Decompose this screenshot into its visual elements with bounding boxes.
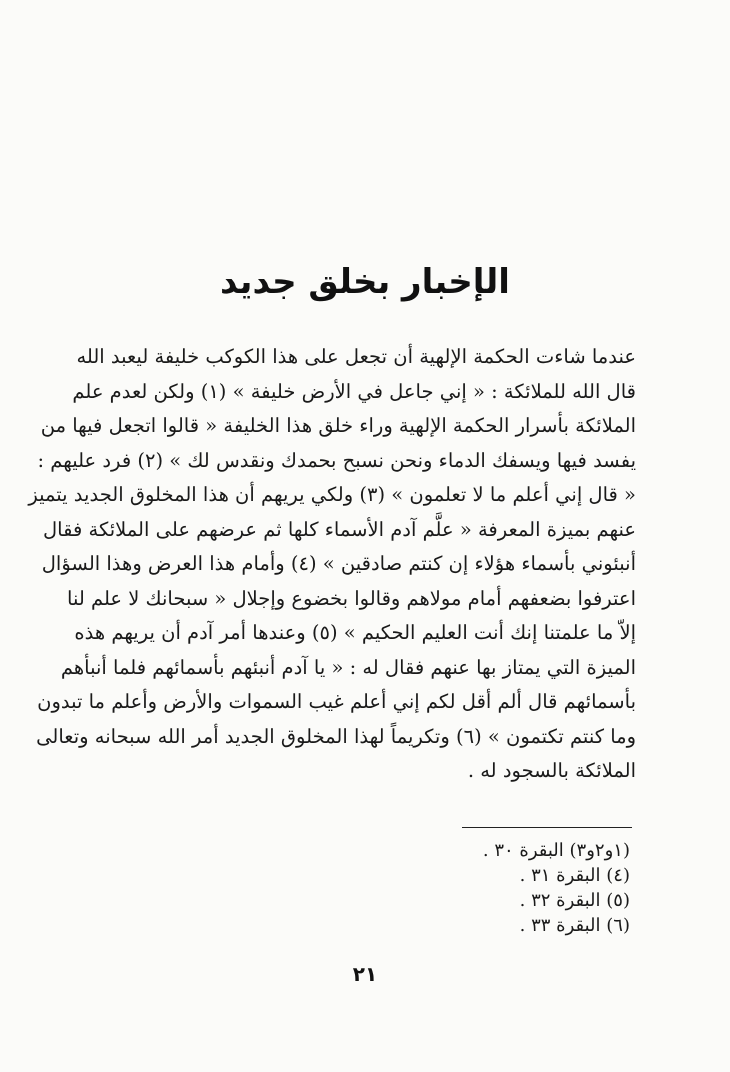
paragraph-line: الملائكة بالسجود له . [467, 759, 636, 782]
footnote-item: (٤) البقرة ٣١ . [519, 865, 630, 886]
body-paragraph [28, 340, 636, 789]
footnote-item: (٦) البقرة ٣٣ . [519, 915, 630, 936]
paragraph-line: عندما شاءت الحكمة الإلهية أن تجعل على هذا الكوكب خليفة ليعبد الله [76, 345, 636, 368]
paragraph-line: الملائكة بأسرار الحكمة الإلهية وراء خلق هذا الخليفة « قالوا اتجعل فيها من [40, 414, 636, 437]
paragraph-line: قال الله للملائكة : « إني جاعل في الأرض خليفة » (١) ولكن لعدم علم [72, 379, 636, 403]
paragraph-line: « قال إني أعلم ما لا تعلمون » (٣) ولكي يريهم أن هذا المخلوق الجديد يتميز [28, 483, 636, 506]
paragraph-line: وما كنتم تكتمون » (٦) وتكريماً لهذا المخلوق الجديد أمر الله سبحانه وتعالى [36, 724, 636, 748]
paragraph-line: بأسمائهم قال ألم أقل لكم إني أعلم غيب السموات والأرض وأعلم ما تبدون [37, 690, 636, 713]
footnote-item: (١و٢و٣) البقرة ٣٠ . [482, 840, 630, 861]
paragraph-line: يفسد فيها ويسفك الدماء ونحن نسبح بحمدك ونقدس لك » (٢) فرد عليهم : [37, 448, 636, 472]
page-number: ٢١ [352, 962, 378, 986]
chapter-title: الإخبار بخلق جديد [220, 262, 510, 302]
footnote-item: (٥) البقرة ٣٢ . [519, 890, 630, 911]
paragraph-line: اعترفوا بضعفهم أمام مولاهم وقالوا بخضوع وإجلال « سبحانك لا علم لنا [67, 586, 636, 610]
footnotes [380, 838, 630, 938]
paragraph-line: إلاّ ما علمتنا إنك أنت العليم الحكيم » (٥) وعندها أمر آدم أن يريهم هذه [74, 621, 636, 644]
footnote-divider [462, 827, 632, 828]
paragraph-line: عنهم بميزة المعرفة « علَّم آدم الأسماء كلها ثم عرضهم على الملائكة فقال [43, 517, 636, 541]
paragraph-line: أنبئوني بأسماء هؤلاء إن كنتم صادقين » (٤) وأمام هذا العرض وهذا السؤال [41, 552, 636, 575]
paragraph-line: الميزة التي يمتاز بها عنهم فقال له : « يا آدم أنبئهم بأسمائهم فلما أنبأهم [60, 655, 636, 679]
